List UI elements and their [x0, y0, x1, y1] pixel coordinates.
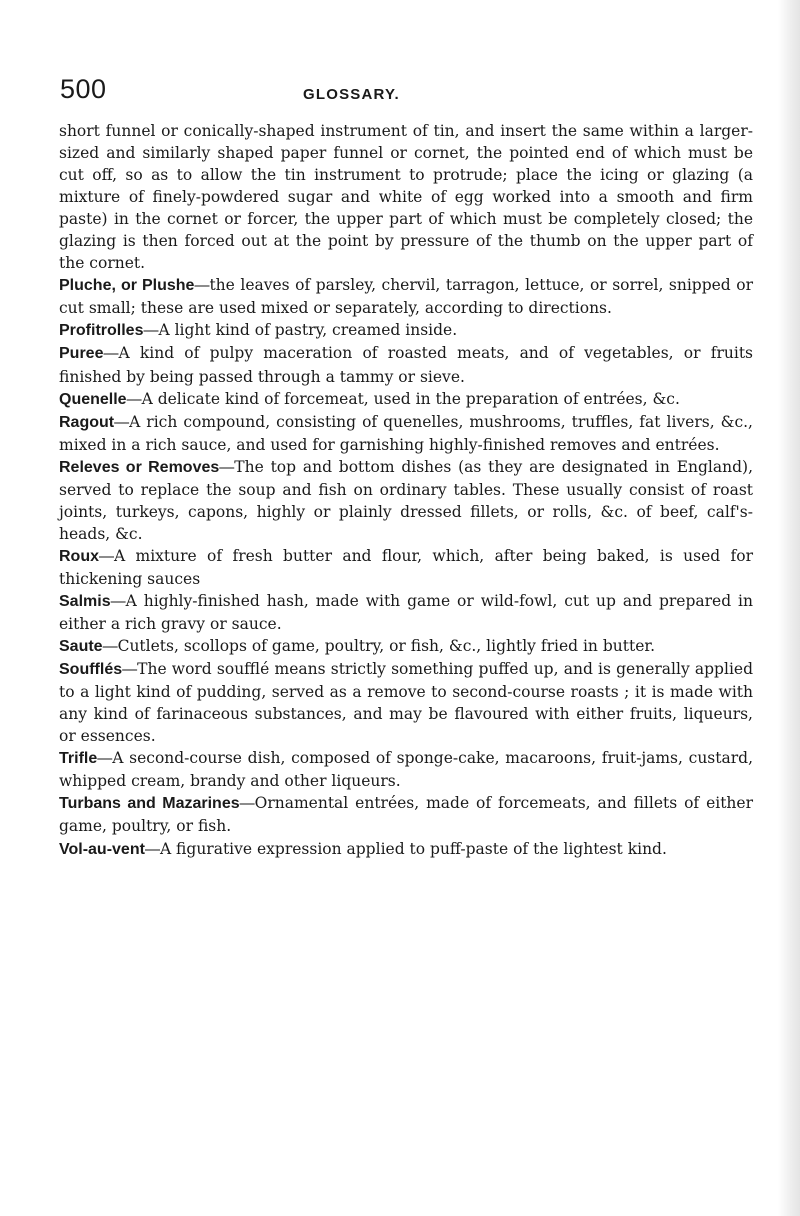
- entry-definition: A second-course dish, composed of sponge-cake, macaroons, fruit-jams, custard, whipped cream, brandy and other liqueurs.: [59, 749, 753, 791]
- entry-definition: Ornamental entrées, made of forcemeats, and fillets of either game, poultry, or fish.: [59, 794, 753, 836]
- entry-term: Turbans and Mazarines: [59, 795, 240, 813]
- entry-definition: A rich compound, consisting of quenelles, mushrooms, truffles, fat livers, &c., mixed in a rich sauce, and used for garnishing highly-finished removes and entrées.: [59, 412, 753, 454]
- entry-definition: A figurative expression applied to puff-paste of the lightest kind.: [159, 839, 667, 858]
- entry-term: Salmis: [59, 592, 111, 610]
- glossary-entry: Ragout—A rich compound, consisting of quenelles, mushrooms, truffles, fat livers, &c., mixed in a rich sauce, and used for garnishing highly-finished removes and entrées.: [59, 412, 753, 454]
- continuation-paragraph: short funnel or conically-shaped instrument of tin, and insert the same within a larger-sized and similarly shaped paper funnel or cornet, the pointed end of which must be cut off, so as to allow the tin instrument to protrude; place the icing or glazing (a mixture of finely-powdered sugar and white of egg worked into a smooth and firm paste) in the cornet or forcer, the upper part of which must be completely closed; the glazing is then forced out at the point by pressure of the thumb on the upper part of the cornet.: [59, 122, 753, 273]
- glossary-entry: Puree—A kind of pulpy maceration of roasted meats, and of vegetables, or fruits finished by being passed through a tammy or sieve.: [59, 344, 753, 386]
- glossary-entry: Pluche, or Plushe—the leaves of parsley, chervil, tarragon, lettuce, or sorrel, snipped or cut small; these are used mixed or separately, according to directions.: [59, 276, 753, 318]
- entry-term: Vol-au-vent: [59, 840, 145, 858]
- entry-term: Ragout: [59, 413, 115, 431]
- entry-term: Pluche, or Plushe: [59, 277, 195, 295]
- entry-term: Puree: [59, 345, 104, 363]
- entry-definition: A highly-finished hash, made with game or wild-fowl, cut up and prepared in either a rich gravy or sauce.: [59, 591, 753, 634]
- glossary-entry: Roux—A mixture of fresh butter and flour, which, after being baked, is used for thickening sauces: [59, 546, 753, 588]
- entry-definition: The top and bottom dishes (as they are designated in England), served to replace the soup and fish on ordinary tables. These usually consist of roast joints, turkeys, capons, highly or plainly dressed fillets, or rolls, &c. of beef, calf's-heads, &c.: [59, 457, 754, 543]
- glossary-entry: Profitrolles—A light kind of pastry, creamed inside.: [59, 321, 458, 340]
- page-header: [60, 74, 750, 114]
- entry-definition: the leaves of parsley, chervil, tarragon, lettuce, or sorrel, snipped or cut small; these are used mixed or separately, according to directions.: [59, 276, 753, 318]
- running-title: GLOSSARY.: [303, 86, 400, 103]
- glossary-entry: Releves or Removes—The top and bottom dishes (as they are designated in England), served to replace the soup and fish on ordinary tables. These usually consist of roast joints, turkeys, capons, highly or plainly dressed fillets, or rolls, &c. of beef, calf's-heads, &c.: [59, 457, 754, 543]
- glossary-body: [59, 120, 753, 861]
- glossary-entry: Trifle—A second-course dish, composed of sponge-cake, macaroons, fruit-jams, custard, whipped cream, brandy and other liqueurs.: [59, 749, 753, 791]
- glossary-entry: Salmis—A highly-finished hash, made with game or wild-fowl, cut up and prepared in either a rich gravy or sauce.: [59, 591, 753, 634]
- entry-definition: A delicate kind of forcemeat, used in the preparation of entrées, &c.: [141, 389, 680, 408]
- entry-term: Roux: [59, 547, 99, 565]
- glossary-entry: Vol-au-vent—A figurative expression applied to puff-paste of the lightest kind.: [59, 839, 667, 858]
- entry-term: Saute: [59, 638, 103, 656]
- entry-definition: A kind of pulpy maceration of roasted meats, and of vegetables, or fruits finished by being passed through a tammy or sieve.: [59, 344, 753, 386]
- entry-definition: The word soufflé means strictly something puffed up, and is generally applied to a light kind of pudding, served as a remove to second-course roasts ; it is made with any kind of farinaceous substances, and may be flavoured with either fruits, liqueurs, or essences.: [59, 660, 753, 746]
- glossary-entry: Soufflés—The word soufflé means strictly something puffed up, and is generally applied to a light kind of pudding, served as a remove to second-course roasts ; it is made with any kind of farinaceous substances, and may be flavoured with either fruits, liqueurs, or essences.: [59, 660, 753, 746]
- entry-term: Profitrolles: [59, 322, 144, 340]
- entry-term: Trifle: [59, 750, 98, 768]
- glossary-entry: Saute—Cutlets, scollops of game, poultry, or fish, &c., lightly fried in butter.: [59, 637, 656, 656]
- page-number: 500: [60, 74, 107, 104]
- entry-definition: A mixture of fresh butter and flour, which, after being baked, is used for thickening sauces: [59, 546, 753, 588]
- glossary-entry: Quenelle—A delicate kind of forcemeat, used in the preparation of entrées, &c.: [59, 389, 680, 408]
- glossary-entry: Turbans and Mazarines—Ornamental entrées, made of forcemeats, and fillets of either game, poultry, or fish.: [59, 794, 753, 836]
- entry-term: Releves or Removes: [59, 458, 220, 476]
- entry-term: Quenelle: [59, 390, 127, 408]
- entry-definition: Cutlets, scollops of game, poultry, or fish, &c., lightly fried in butter.: [117, 637, 656, 656]
- entry-definition: A light kind of pastry, creamed inside.: [158, 321, 458, 340]
- entry-term: Soufflés: [59, 661, 123, 679]
- page-edge-shadow: [778, 0, 800, 1216]
